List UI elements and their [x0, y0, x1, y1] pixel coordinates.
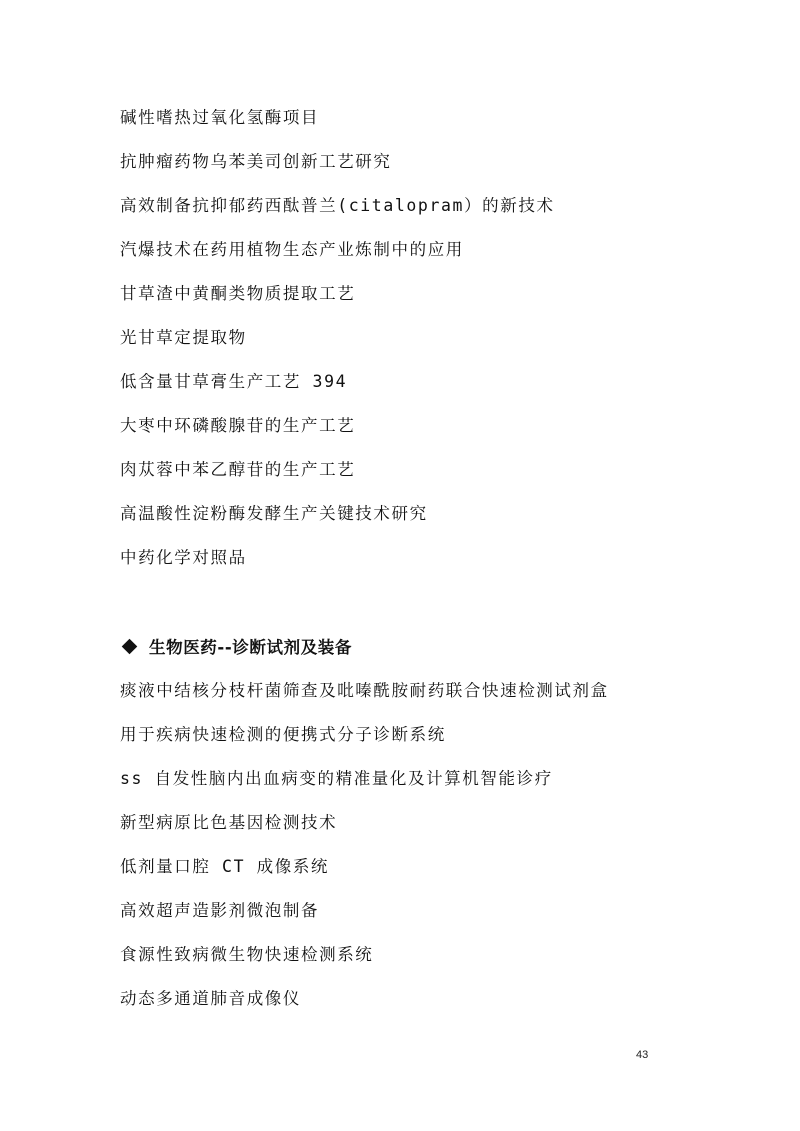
section-title: 生物医药--诊断试剂及装备: [149, 638, 352, 657]
list-item: 痰液中结核分枝杆菌筛查及吡嗪酰胺耐药联合快速检测试剂盒: [120, 681, 609, 700]
list-item: 碱性嗜热过氧化氢酶项目: [120, 108, 320, 127]
list-item: 抗肿瘤药物乌苯美司创新工艺研究: [120, 152, 392, 171]
list-item: 甘草渣中黄酮类物质提取工艺: [120, 284, 356, 303]
list-item: 低剂量口腔 CT 成像系统: [120, 857, 330, 876]
list-item: 光甘草定提取物: [120, 328, 247, 347]
page-number: 43: [636, 1049, 649, 1061]
list-item: 高效制备抗抑郁药西酞普兰(citalopram）的新技术: [120, 196, 555, 215]
list-item: 大枣中环磷酸腺苷的生产工艺: [120, 416, 356, 435]
list-item: 低含量甘草膏生产工艺 394: [120, 372, 348, 391]
list-item: 动态多通道肺音成像仪: [120, 989, 301, 1008]
diamond-bullet-icon: [122, 638, 138, 654]
section-heading: [120, 634, 352, 658]
list-item: 高效超声造影剂微泡制备: [120, 901, 320, 920]
list-item: ss 自发性脑内出血病变的精准量化及计算机智能诊疗: [120, 769, 553, 788]
list-item: 高温酸性淀粉酶发酵生产关键技术研究: [120, 504, 428, 523]
list-item: 用于疾病快速检测的便携式分子诊断系统: [120, 725, 446, 744]
list-item: 肉苁蓉中苯乙醇苷的生产工艺: [120, 460, 356, 479]
list-item: 汽爆技术在药用植物生态产业炼制中的应用: [120, 240, 464, 259]
list-item: 新型病原比色基因检测技术: [120, 813, 338, 832]
list-item: 食源性致病微生物快速检测系统: [120, 945, 374, 964]
list-item: 中药化学对照品: [120, 548, 247, 567]
